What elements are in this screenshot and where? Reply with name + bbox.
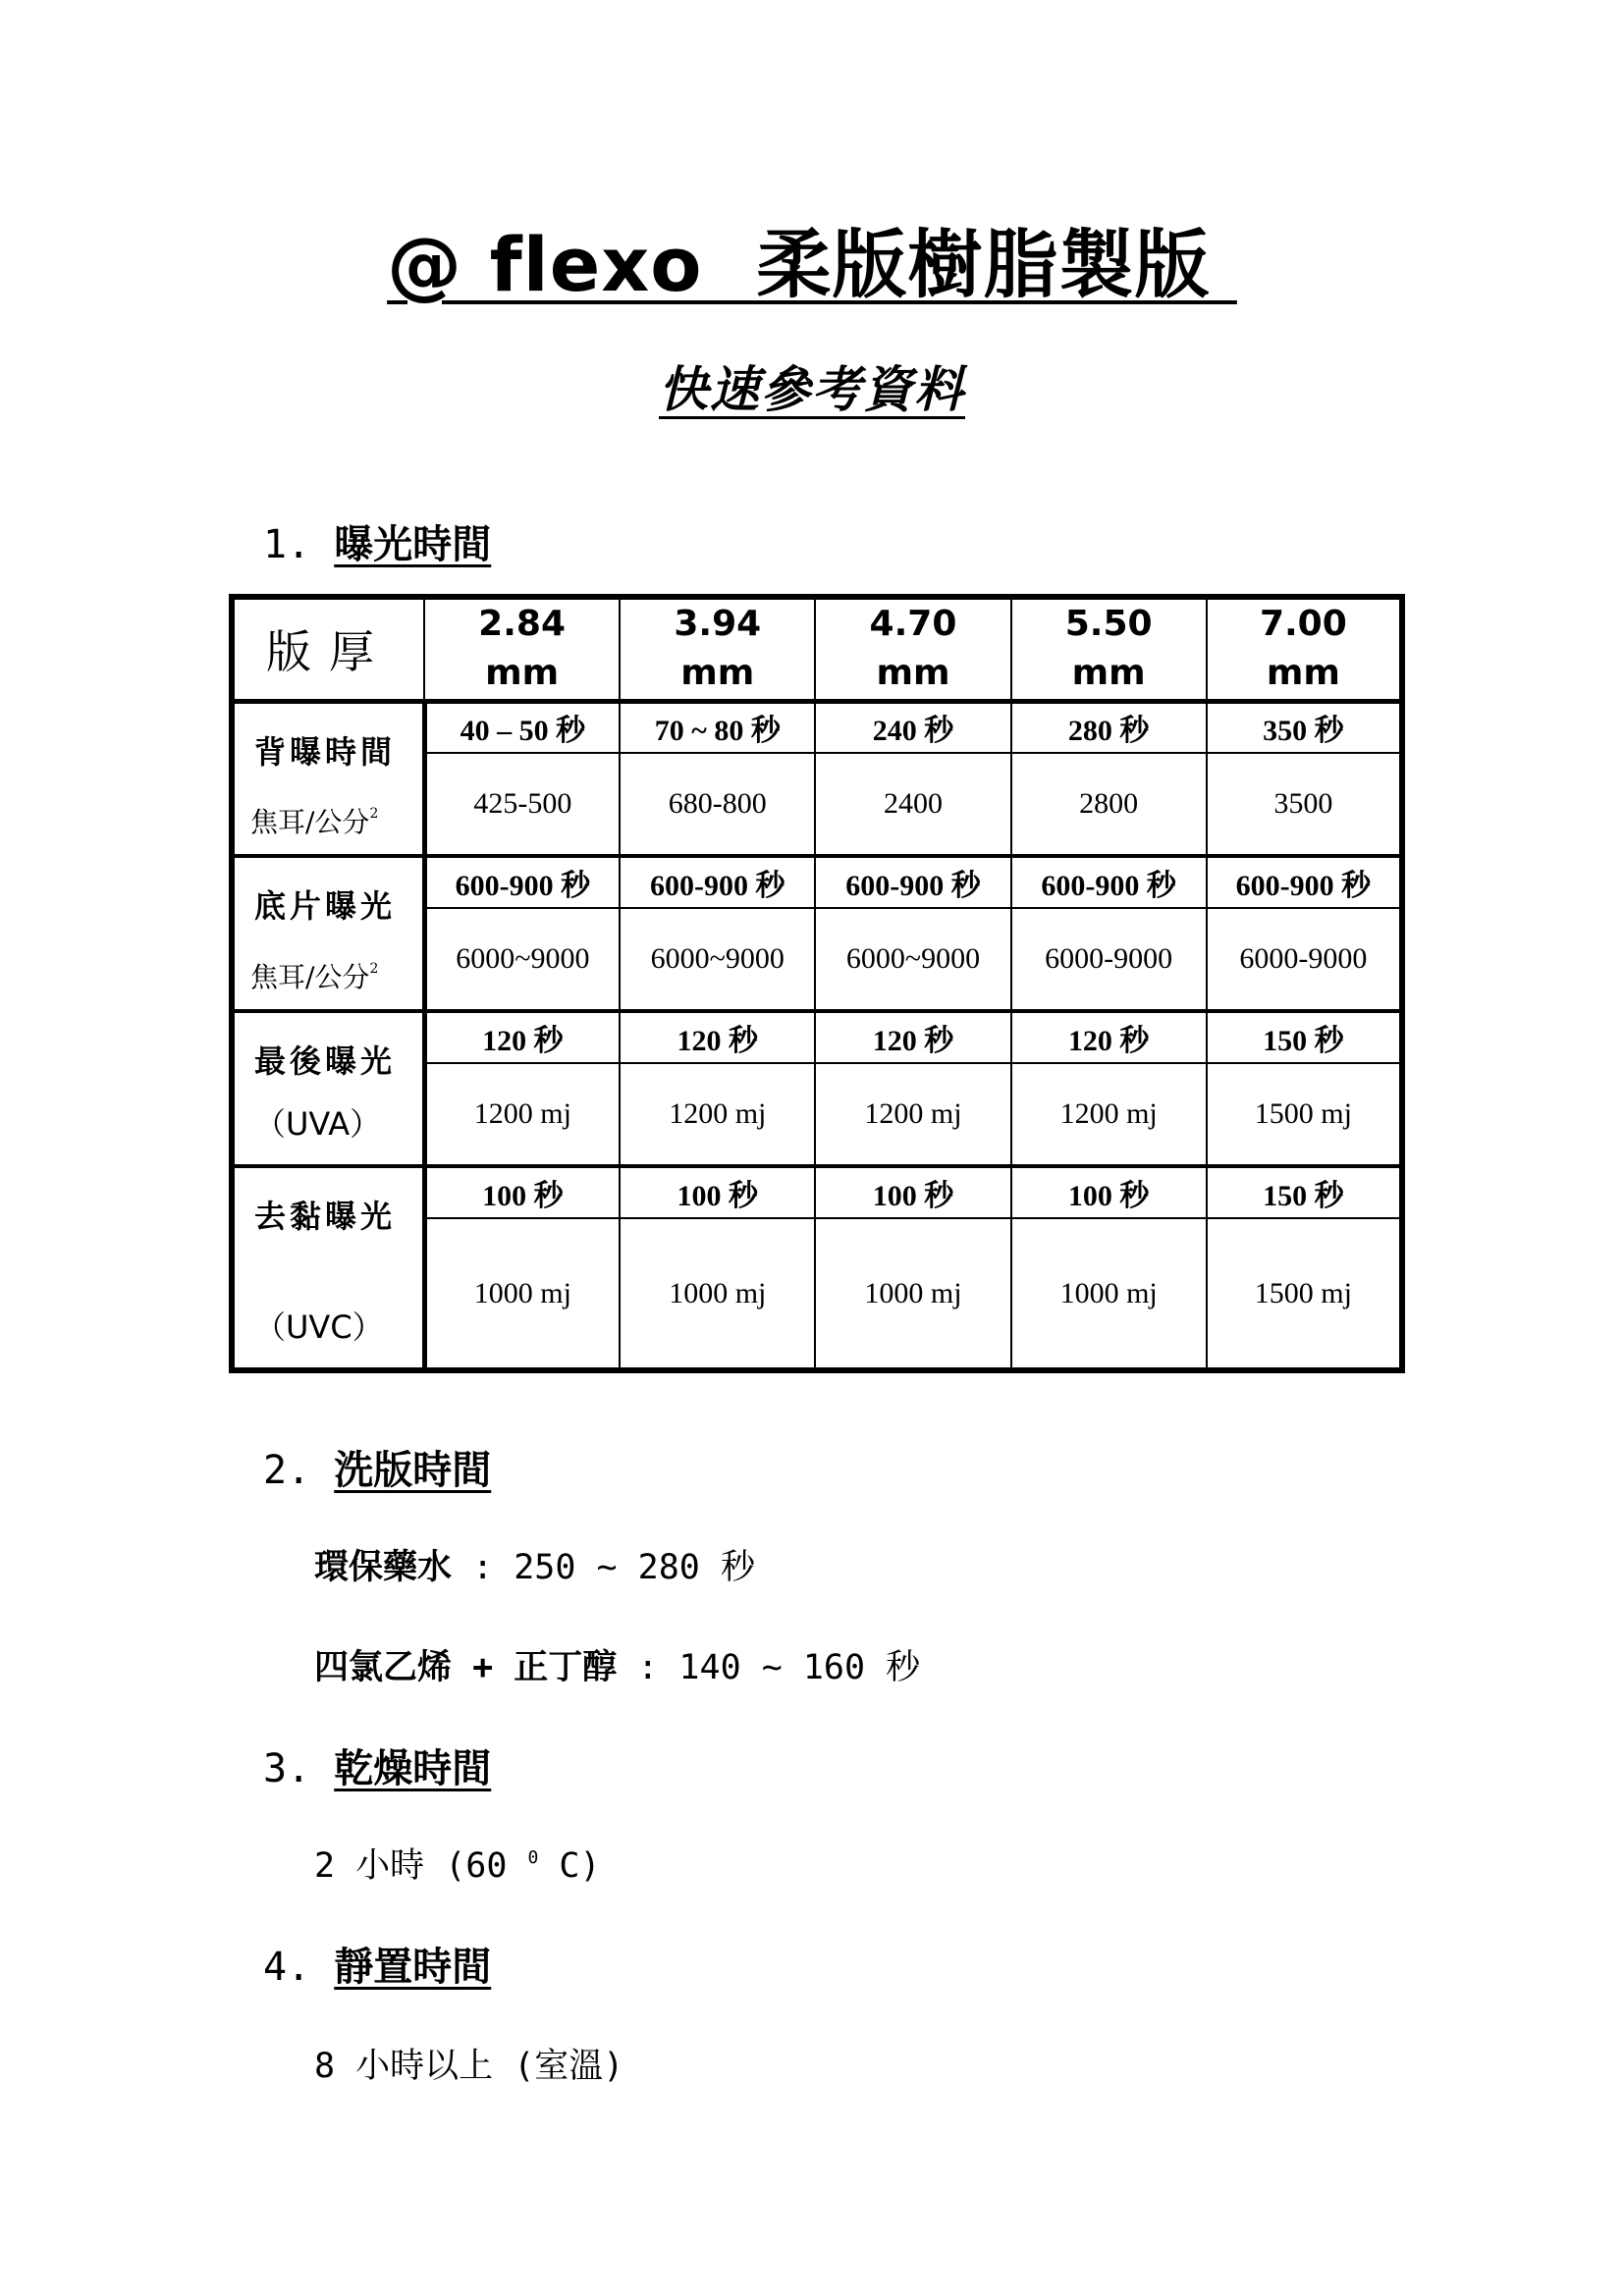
drying-value: 2 小時 (60 $^0$ C): [314, 1846, 601, 1886]
time-cell: 150 秒: [1207, 1166, 1402, 1218]
energy-cell: 6000~9000: [815, 908, 1010, 1011]
time-cell: 100 秒: [1011, 1166, 1207, 1218]
energy-cell: 1200 mj: [424, 1063, 620, 1166]
unit-label: 焦耳/公分$^2$: [250, 805, 379, 838]
back-exposure-label: 背曝時間: [254, 732, 397, 771]
thickness-unit: mm: [1266, 653, 1340, 694]
time-cell: 120 秒: [1011, 1011, 1207, 1063]
solvent-value: : 250 ~ 280 秒: [452, 1548, 755, 1587]
energy-cell: 425-500: [424, 753, 620, 856]
energy-cell: 1500 mj: [1207, 1063, 1402, 1166]
energy-cell: 6000~9000: [620, 908, 815, 1011]
table-row: [232, 1011, 1402, 1063]
thickness-cell: [620, 597, 815, 701]
time-cell: 600-900 秒: [815, 856, 1010, 908]
time-cell: 100 秒: [424, 1166, 620, 1218]
film-exposure-label: 底片曝光: [254, 886, 397, 925]
table-row: [232, 701, 1402, 753]
detack-exposure-label: 去黏曝光: [254, 1197, 397, 1235]
group-label-cell: [232, 1011, 424, 1166]
energy-cell: 680-800: [620, 753, 815, 856]
thickness-cell: [815, 597, 1010, 701]
unit-label: 焦耳/公分$^2$: [250, 960, 379, 993]
energy-cell: 1200 mj: [815, 1063, 1010, 1166]
washing-line-perc: [314, 1648, 921, 1687]
energy-cell: 2800: [1011, 753, 1207, 856]
time-cell: 600-900 秒: [620, 856, 815, 908]
time-cell: 600-900 秒: [424, 856, 620, 908]
energy-cell: 6000~9000: [424, 908, 620, 1011]
thickness-cell: [1207, 597, 1402, 701]
energy-cell: 1500 mj: [1207, 1218, 1402, 1370]
time-cell: 100 秒: [815, 1166, 1010, 1218]
section-heading-drying: [263, 1746, 492, 1791]
energy-cell: 6000-9000: [1011, 908, 1207, 1011]
section-heading-resting: [263, 1945, 492, 1990]
section-title: 洗版時間: [334, 1448, 492, 1493]
time-cell: 350 秒: [1207, 701, 1402, 753]
thickness-unit: mm: [485, 653, 560, 694]
section-number: 1.: [263, 522, 311, 567]
resting-value: 8 小時以上 (室溫): [314, 2047, 624, 2086]
energy-cell: 1200 mj: [1011, 1063, 1207, 1166]
document-title: @ flexo 柔版樹脂製版: [387, 221, 1237, 308]
thickness-value: 3.94: [674, 604, 762, 645]
thickness-unit: mm: [1071, 653, 1146, 694]
time-cell: 240 秒: [815, 701, 1010, 753]
section-number: 2.: [263, 1448, 311, 1493]
time-cell: 120 秒: [424, 1011, 620, 1063]
washing-line-eco: [314, 1548, 755, 1587]
thickness-value: 2.84: [478, 604, 566, 645]
group-label-cell: [232, 1166, 424, 1370]
energy-cell: 1000 mj: [424, 1218, 620, 1370]
solvent-label: 四氯乙烯 + 正丁醇: [314, 1648, 618, 1687]
document-subtitle: 快速參考資料: [659, 361, 965, 418]
exposure-table: [229, 594, 1405, 1373]
thickness-value: 7.00: [1259, 604, 1347, 645]
section-number: 3.: [263, 1746, 311, 1791]
time-cell: 280 秒: [1011, 701, 1207, 753]
solvent-label: 環保藥水: [314, 1548, 453, 1587]
section-number: 4.: [263, 1945, 311, 1990]
time-cell: 150 秒: [1207, 1011, 1402, 1063]
time-cell: 600-900 秒: [1207, 856, 1402, 908]
energy-cell: 1000 mj: [1011, 1218, 1207, 1370]
uva-label: （UVA）: [254, 1104, 382, 1143]
section-title: 靜置時間: [334, 1945, 492, 1990]
plate-thickness-label: 版厚: [266, 625, 392, 679]
energy-cell: 3500: [1207, 753, 1402, 856]
energy-cell: 1000 mj: [620, 1218, 815, 1370]
time-cell: 100 秒: [620, 1166, 815, 1218]
time-cell: 120 秒: [620, 1011, 815, 1063]
section-title: 乾燥時間: [334, 1746, 492, 1791]
energy-cell: 6000-9000: [1207, 908, 1402, 1011]
degree-mark: 0: [527, 1847, 539, 1868]
uvc-label: （UVC）: [254, 1308, 384, 1346]
thickness-value: 5.50: [1064, 604, 1153, 645]
thickness-value: 4.70: [869, 604, 957, 645]
time-cell: 40 – 50 秒: [424, 701, 620, 753]
energy-cell: 1000 mj: [815, 1218, 1010, 1370]
section-title: 曝光時間: [334, 522, 492, 567]
header-label-cell: [232, 597, 424, 701]
time-cell: 600-900 秒: [1011, 856, 1207, 908]
section-heading-exposure: [263, 522, 492, 567]
thickness-unit: mm: [680, 653, 755, 694]
time-cell: 70 ~ 80 秒: [620, 701, 815, 753]
table-header-row: [232, 597, 1402, 701]
thickness-cell: [424, 597, 620, 701]
time-cell: 120 秒: [815, 1011, 1010, 1063]
energy-cell: 2400: [815, 753, 1010, 856]
solvent-value: : 140 ~ 160 秒: [617, 1648, 921, 1687]
table-row: [232, 1166, 1402, 1218]
thickness-unit: mm: [876, 653, 950, 694]
energy-cell: 1200 mj: [620, 1063, 815, 1166]
final-exposure-label: 最後曝光: [254, 1041, 397, 1080]
group-label-cell: [232, 856, 424, 1011]
group-label-cell: [232, 701, 424, 856]
section-heading-washing: [263, 1448, 492, 1493]
table-row: [232, 856, 1402, 908]
thickness-cell: [1011, 597, 1207, 701]
